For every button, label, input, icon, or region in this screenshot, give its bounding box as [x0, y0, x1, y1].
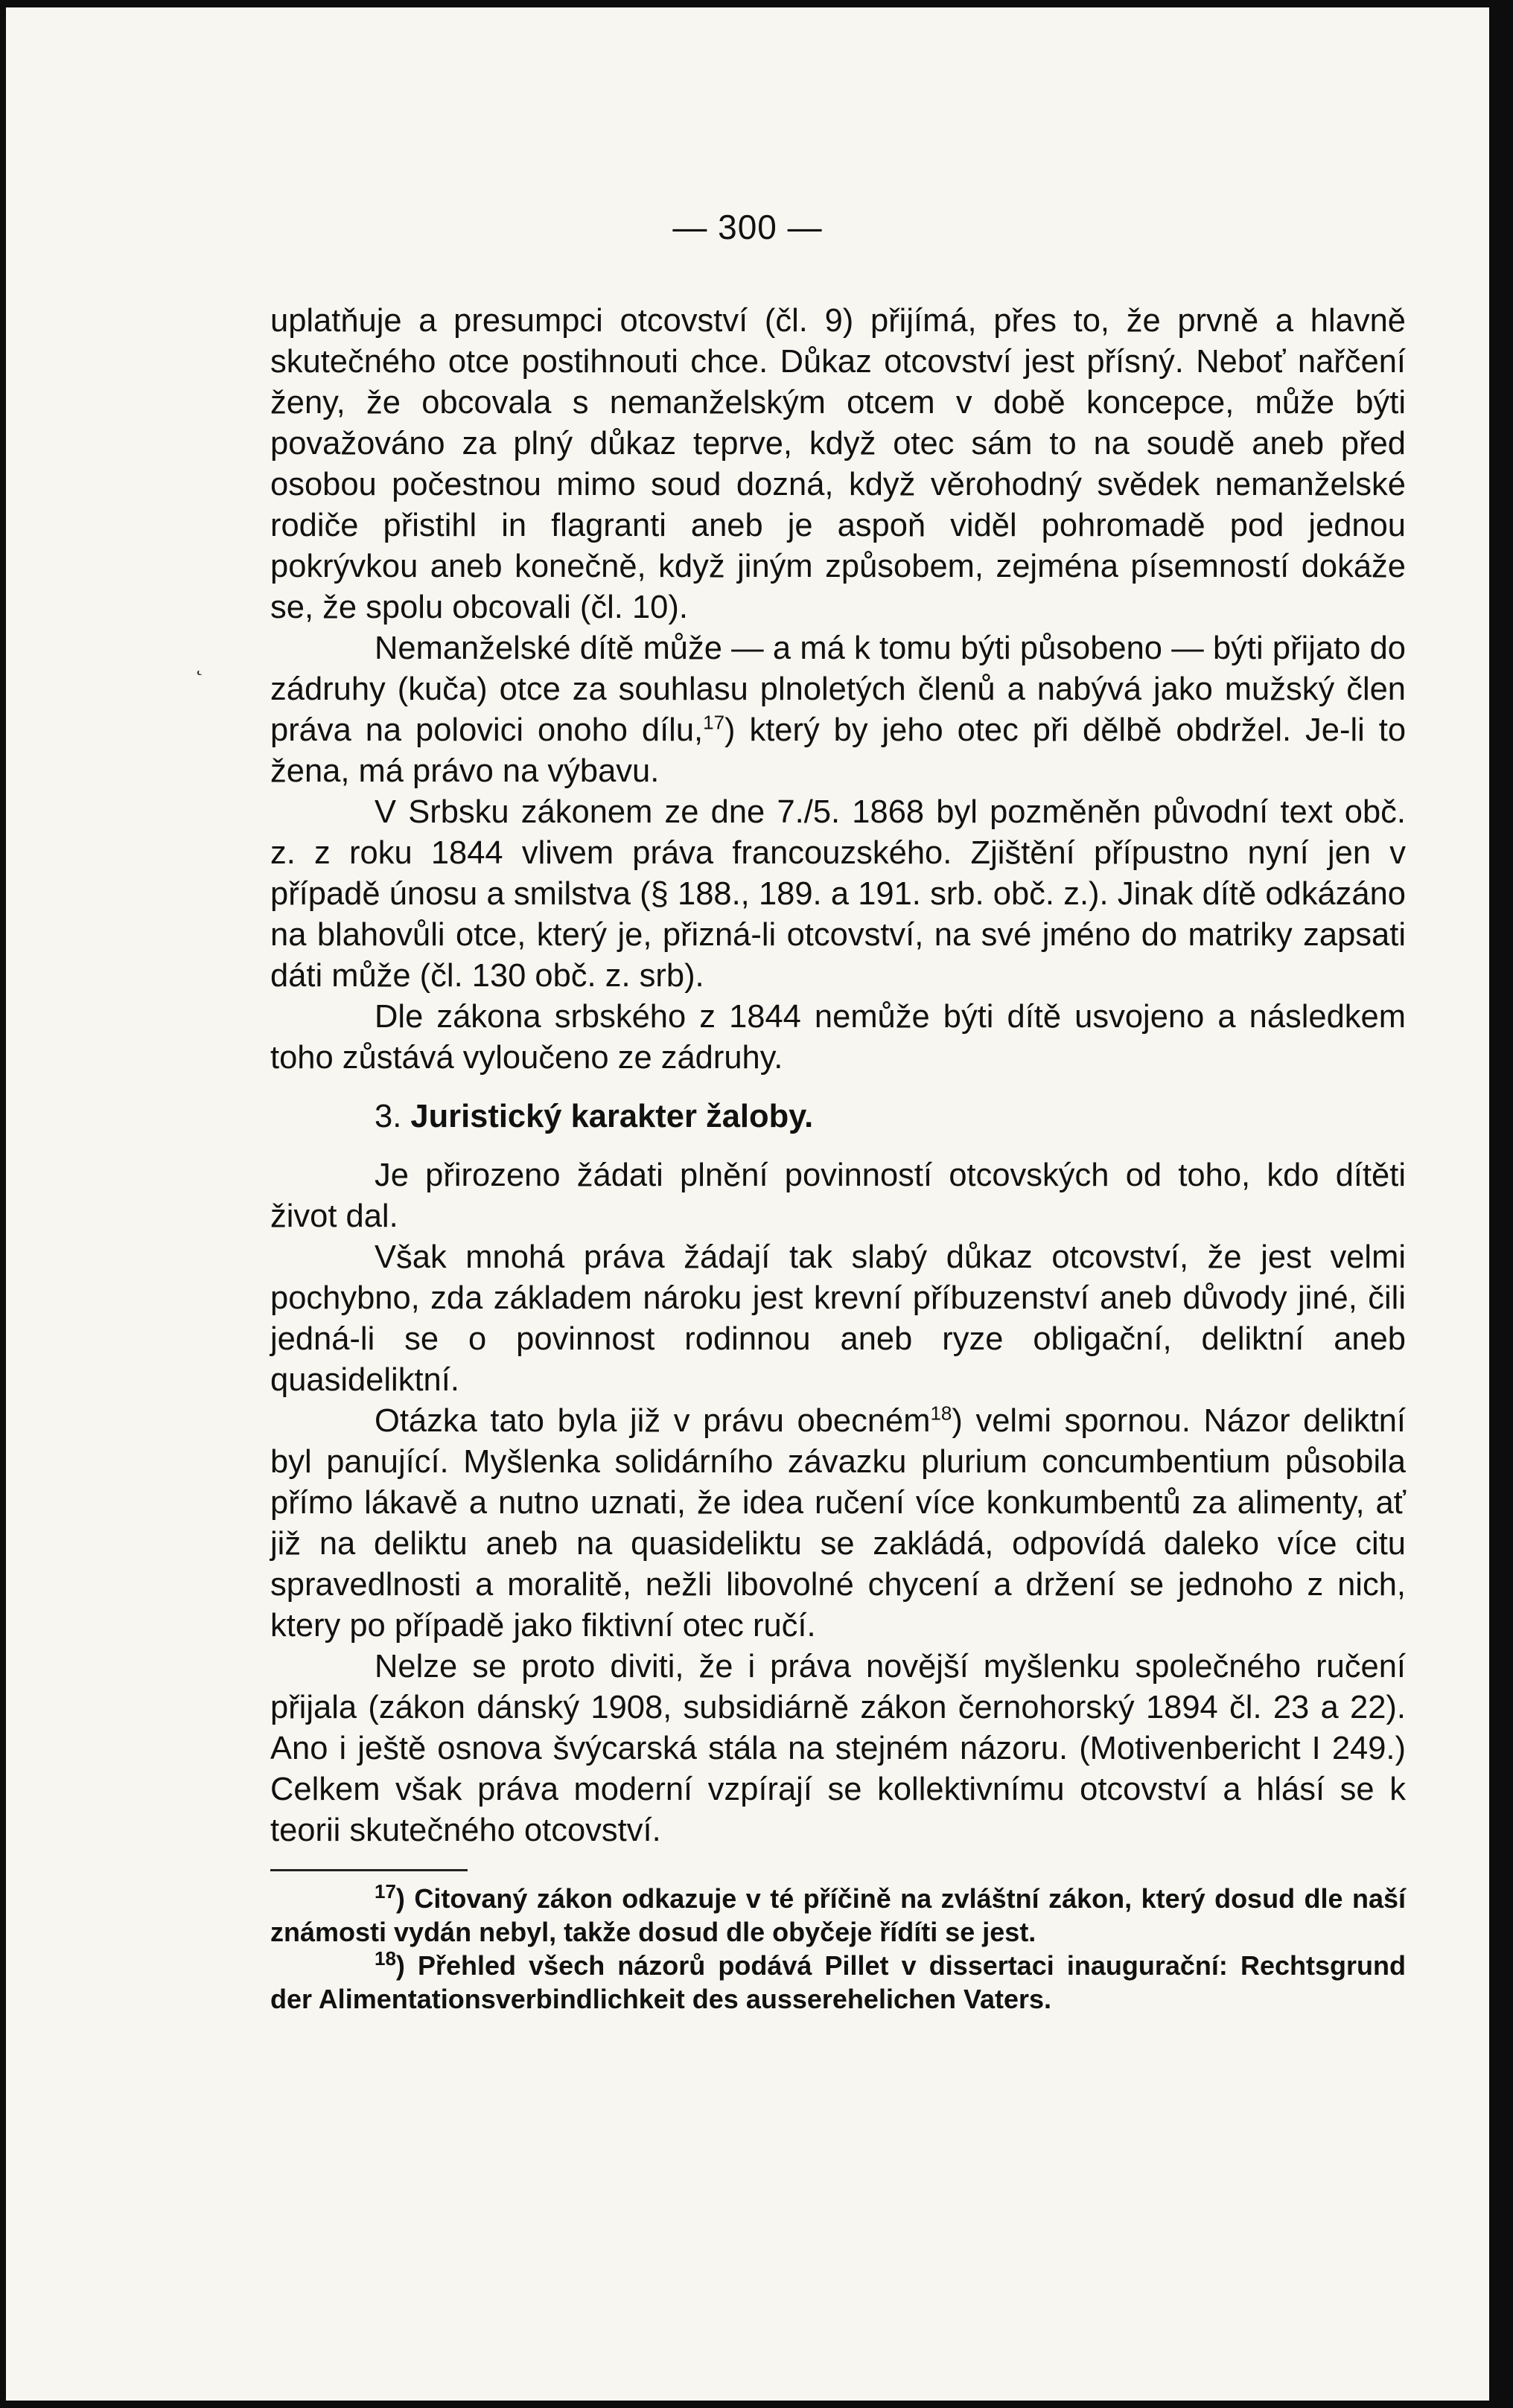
footnote-ref: 18 — [930, 1402, 952, 1425]
heading-number: 3. — [375, 1099, 402, 1134]
page-number: — 300 — — [672, 208, 823, 246]
footnote-text: ) Přehled všech názorů podává Pillet v dissertaci inaugurační: Rechtsgrund der Alimentationsverbindlichkeit des ausserehelichen Vaters. — [270, 1950, 1406, 2014]
paragraph: Je přirozeno žádati plnění povinností otcovských od toho, kdo dítěti život dal. — [270, 1157, 1406, 1234]
footnote-mark: 18 — [375, 1947, 396, 1970]
heading-title: Juristický karakter žaloby. — [410, 1099, 814, 1134]
paragraph — [270, 628, 1406, 792]
paragraph: Dle zákona srbského z 1844 nemůže býti dítě usvojeno a následkem toho zůstává vyloučeno ze zádruhy. — [270, 999, 1406, 1076]
book-page — [6, 7, 1489, 2401]
footnote-divider — [270, 1869, 468, 1871]
paragraph: V Srbsku zákonem ze dne 7./5. 1868 byl pozměněn původní text obč. z. z roku 1844 vlivem práva francouzského. Zjištění přípustno nyní jen v případě únosu a smilstva (§ 188., 189. a 191. srb. obč. z.). Jinak dítě odkázáno na blahovůli otce, který je, přizná-li otcovství, na své jméno do matriky zapsati dáti může (čl. 130 obč. z. srb). — [270, 794, 1406, 994]
paragraph-text: Otázka tato byla již v právu obecném — [375, 1403, 931, 1439]
section-heading — [270, 1096, 1406, 1137]
paragraph: Však mnohá práva žádají tak slabý důkaz otcovství, že jest velmi pochybno, zda základem nároku jest krevní příbuzenství aneb důvody jiné, čili jedná-li se o povinnost rodinnou aneb ryze obligační, deliktní aneb quasideliktní. — [270, 1239, 1406, 1398]
margin-mark: ˛ — [196, 651, 203, 676]
footnote-mark: 17 — [375, 1880, 396, 1903]
footnote — [270, 1949, 1406, 2016]
footnote-ref: 17 — [703, 711, 725, 734]
paragraph-text: ) velmi spornou. Názor deliktní byl panující. Myšlenka solidárního závazku plurium concumbentium působila přímo lákavě a nutno uznati, že idea ručení více konkumbentů za alimenty, ať již na deliktu aneb na quasideliktu se zakládá, odpovídá daleko více citu spravedlnosti a moralitě, nežli libovolné chycení a držení se jednoho z nich, ktery po případě jako fiktivní otec ručí. — [270, 1403, 1406, 1644]
paragraph: Nelze se proto diviti, že i práva novější myšlenku společného ručení přijala (zákon dánský 1908, subsidiárně zákon černohorský 1894 čl. 23 a 22). Ano i ještě osnova švýcarská stála na stejném názoru. (Motivenbericht I 249.) Celkem však práva moderní vzpírají se kollektivnímu otcovství a hlásí se k teorii skutečného otcovství. — [270, 1649, 1406, 1848]
footnote-text: ) Citovaný zákon odkazuje v té příčině na zvláštní zákon, který dosud dle naší známosti vydán nebyl, takže dosud dle obyčeje řídíti se jest. — [270, 1883, 1406, 1947]
paragraph-text: ) který by jeho otec při dělbě obdržel. Je-li to žena, má právo na výbavu. — [270, 712, 1407, 789]
footnotes — [270, 1882, 1406, 2016]
paragraph — [270, 1401, 1406, 1647]
footnote — [270, 1882, 1406, 1949]
body-text — [270, 301, 1406, 2016]
paragraph: uplatňuje a presumpci otcovství (čl. 9) přijímá, přes to, že prvně a hlavně skutečného otce postihnouti chce. Důkaz otcovství jest přísný. Neboť nařčení ženy, že obcovala s nemanželským otcem v době koncepce, může býti považováno za plný důkaz teprve, když otec sám to na soudě aneb před osobou počestnou mimo soud dozná, když věrohodný svědek nemanželské rodiče přistihl in flagranti aneb je aspoň viděl pohromadě pod jednou pokrývkou aneb konečně, když jiným způsobem, zejména písemností dokáže se, že spolu obcovali (čl. 10). — [270, 303, 1406, 625]
paragraph-text: Nemanželské dítě může — a má k tomu býti působeno — býti přijato do zádruhy (kuča) otce za souhlasu plnoletých členů a nabývá jako mužský člen práva na polovici onoho dílu, — [270, 630, 1406, 748]
